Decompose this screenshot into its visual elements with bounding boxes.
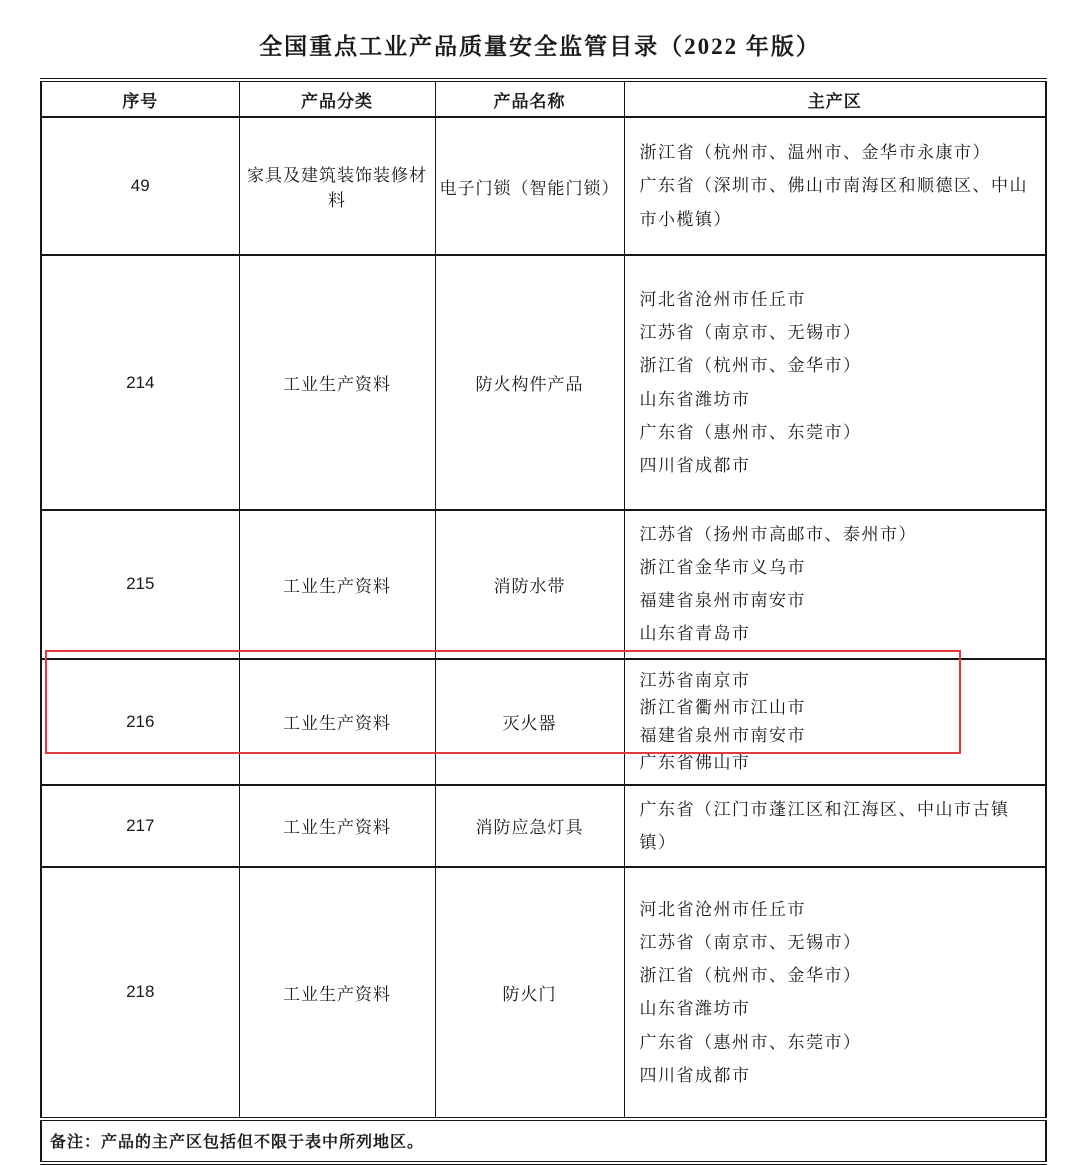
table-row [41,117,1046,255]
cell-serial: 214 [41,255,239,510]
region-line: 山东省潍坊市 [639,389,751,409]
cell-category: 工业生产资料 [239,785,435,867]
page-title: 全国重点工业产品质量安全监管目录（2022 年版） [259,34,821,59]
header-cell-product: 产品名称 [435,80,624,117]
cell-product: 防火构件产品 [435,255,624,510]
cell-regions [624,510,1046,659]
region-line: 河北省沧州市任丘市 [639,290,806,310]
table-row [41,510,1046,659]
cell-product: 防火门 [435,867,624,1119]
cell-regions [624,255,1046,510]
region-line: 广东省（惠州市、东莞市） [639,1032,862,1052]
region-line: 浙江省衢州市江山市 [639,698,806,718]
cell-regions [624,867,1046,1119]
note-text: 备注：产品的主产区包括但不限于表中所列地区。 [41,1119,1046,1163]
cell-category: 工业生产资料 [239,867,435,1119]
cell-regions [624,117,1046,255]
catalog-table [40,78,1045,1165]
region-line: 河北省沧州市任丘市 [639,900,806,920]
table-row-highlighted [41,659,1046,785]
region-line: 四川省成都市 [639,1065,751,1085]
region-line: 四川省成都市 [639,455,751,475]
region-line: 江苏省（南京市、无锡市） [639,933,862,953]
cell-category: 工业生产资料 [239,255,435,510]
region-line: 江苏省（扬州市高邮市、泰州市） [639,525,917,544]
cell-product: 电子门锁（智能门锁） [435,117,624,255]
region-line: 浙江省（杭州市、金华市） [639,356,862,376]
header-row [41,80,1046,117]
cell-serial: 215 [41,510,239,659]
cell-category: 家具及建筑装饰装修材料 [239,117,435,255]
table-row [41,255,1046,510]
header-cell-category: 产品分类 [239,80,435,117]
cell-product: 灭火器 [435,659,624,785]
region-line: 浙江省（杭州市、温州市、金华市永康市） [639,143,991,163]
cell-product: 消防应急灯具 [435,785,624,867]
note-row [41,1119,1046,1163]
cell-product: 消防水带 [435,510,624,659]
region-line: 江苏省南京市 [639,670,751,690]
region-line: 福建省泉州市南安市 [639,591,806,611]
cell-regions [624,659,1046,785]
region-line: 浙江省（杭州市、金华市） [639,966,862,986]
table-row [41,867,1046,1119]
header-cell-regions: 主产区 [624,80,1046,117]
cell-serial: 49 [41,117,239,255]
region-line: 浙江省金华市义乌市 [639,558,806,578]
region-line: 江苏省（南京市、无锡市） [639,323,862,343]
cell-regions [624,785,1046,867]
cell-serial: 216 [41,659,239,785]
region-line: 广东省（深圳市、佛山市南海区和顺德区、中山市小榄镇） [639,176,1028,229]
cell-serial: 217 [41,785,239,867]
header-cell-serial: 序号 [41,80,239,117]
cell-category: 工业生产资料 [239,659,435,785]
cell-category: 工业生产资料 [239,510,435,659]
catalog-table-grid [40,78,1047,1165]
region-line: 福建省泉州市南安市 [639,725,806,745]
region-line: 广东省佛山市 [639,753,751,773]
region-line: 广东省（江门市蓬江区和江海区、中山市古镇镇） [639,799,1010,852]
region-line: 山东省潍坊市 [639,999,751,1019]
table-row [41,785,1046,867]
cell-serial: 218 [41,867,239,1119]
region-line: 广东省（惠州市、东莞市） [639,422,862,442]
region-line: 山东省青岛市 [639,624,751,644]
